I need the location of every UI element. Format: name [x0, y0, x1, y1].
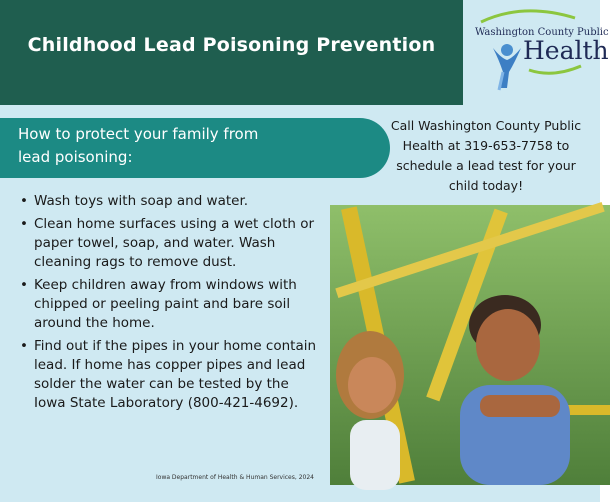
- list-item: • Wash toys with soap and water.: [20, 192, 320, 211]
- tips-list: [20, 192, 320, 417]
- cta-line-4: child today!: [448, 178, 524, 193]
- call-to-action: [376, 116, 596, 196]
- cta-line-2: Health at 319-653-7758 to: [402, 138, 570, 153]
- children-photo: [330, 205, 610, 485]
- subhead-line-2: lead poisoning:: [18, 148, 133, 166]
- health-logo: [463, 0, 609, 105]
- list-item: • Clean home surfaces using a wet cloth or paper towel, soap, and water. Wash cleaning rags to remove dust.: [20, 215, 320, 272]
- list-item: • Keep children away from windows with chipped or peeling paint and bare soil around the home.: [20, 276, 320, 333]
- page-title: Childhood Lead Poisoning Prevention: [27, 34, 436, 56]
- cta-line-3: schedule a lead test for your: [396, 158, 576, 173]
- subhead-line-1: How to protect your family from: [18, 125, 259, 143]
- playground-illustration: [330, 205, 610, 485]
- cta-line-1: Call Washington County Public: [390, 118, 582, 133]
- logo-health-text: Health: [523, 36, 609, 65]
- logo-top-text: Washington County Public: [475, 27, 609, 38]
- header-bar: [0, 0, 463, 105]
- subhead-text: [18, 123, 338, 169]
- source-footnote: Iowa Department of Health & Human Services, 2024: [156, 474, 314, 481]
- list-item: • Find out if the pipes in your home contain lead. If home has copper pipes and lead solder the water can be tested by the Iowa State Laboratory (800-421-4692).: [20, 337, 320, 413]
